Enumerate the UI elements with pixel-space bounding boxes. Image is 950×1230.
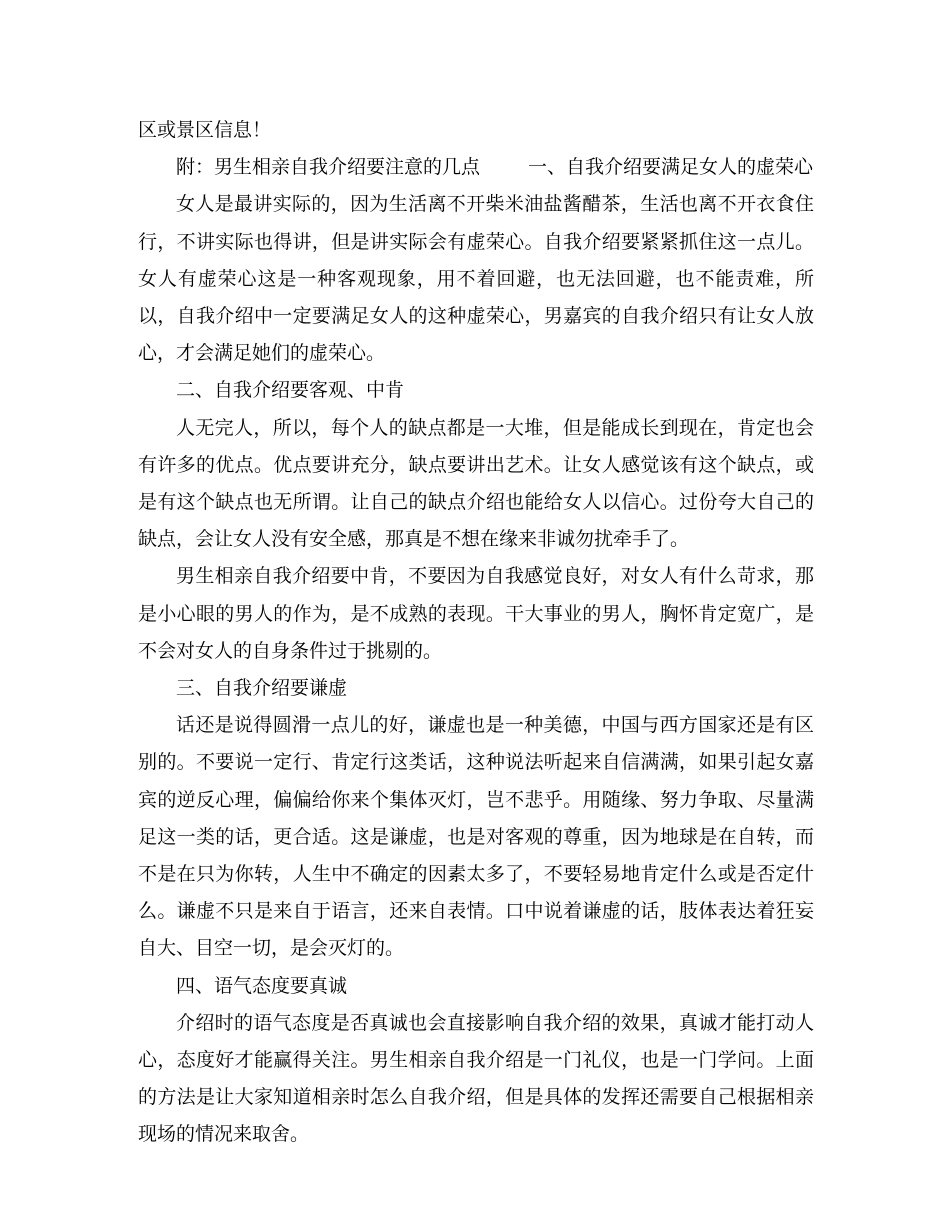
paragraph-1 [138,186,814,372]
paragraph-text: 男生相亲自我介绍要中肯，不要因为自我感觉良好，对女人有什么苛求，那是小心眼的男人的作为，是不成熟的表现。干大事业的男人，胸怀肯定宽广，是不会对女人的自身条件过于挑剔的。 [138,565,814,662]
section-heading-2 [138,372,814,409]
paragraph-continuation [138,112,814,149]
paragraph-text: 话还是说得圆滑一点儿的好，谦虚也是一种美德，中国与西方国家还是有区别的。不要说一定行、肯定行这类话，这种说法听起来自信满满，如果引起女嘉宾的逆反心理，偏偏给你来个集体灭灯，岂不悲乎。用随缘、努力争取、尽量满足这一类的话，更合适。这是谦虚，也是对客观的尊重，因为地球是在自转，而不是在只为你转，人生中不确定的因素太多了，不要轻易地肯定什么或是否定什么。谦虚不只是来自于语言，还来自表情。口中说着谦虚的话，肢体表达着狂妄自大、目空一切，是会灭灯的。 [138,714,814,960]
paragraph-text: 区或景区信息！ [138,119,272,141]
paragraph-5 [138,1005,814,1154]
section-heading-3 [138,670,814,707]
section-heading-4 [138,968,814,1005]
document-body [138,112,814,1154]
heading-text: 三、自我介绍要谦虚 [176,677,348,700]
paragraph-4 [138,707,814,967]
heading-text: 四、语气态度要真诚 [176,974,348,997]
paragraph-text: 女人是最讲实际的，因为生活离不开柴米油盐酱醋茶，生活也离不开衣食住行，不讲实际也得讲，但是讲实际会有虚荣心。自我介绍要紧紧抓住这一点儿。女人有虚荣心这是一种客观现象，用不着回避，也无法回避，也不能责难，所以，自我介绍中一定要满足女人的这种虚荣心，男嘉宾的自我介绍只有让女人放心，才会满足她们的虚荣心。 [138,193,814,365]
section-heading-1: 一、自我介绍要满足女人的虚荣心 [528,156,814,179]
paragraph-3 [138,558,814,670]
appendix-heading-line [138,149,814,186]
heading-text: 二、自我介绍要客观、中肯 [176,379,405,402]
paragraph-text: 人无完人，所以，每个人的缺点都是一大堆，但是能成长到现在，肯定也会有许多的优点。优点要讲充分，缺点要讲出艺术。让女人感觉该有这个缺点，或是有这个缺点也无所谓。让自己的缺点介绍也能给女人以信心。过份夸大自己的缺点，会让女人没有安全感，那真是不想在缘来非诚勿扰牵手了。 [138,416,814,551]
appendix-title: 附：男生相亲自我介绍要注意的几点 [176,156,481,179]
paragraph-2 [138,410,814,559]
paragraph-text: 介绍时的语气态度是否真诚也会直接影响自我介绍的效果，真诚才能打动人心，态度好才能赢得关注。男生相亲自我介绍是一门礼仪，也是一门学问。上面的方法是让大家知道相亲时怎么自我介绍，但是具体的发挥还需要自己根据相亲现场的情况来取舍。 [138,1011,814,1146]
